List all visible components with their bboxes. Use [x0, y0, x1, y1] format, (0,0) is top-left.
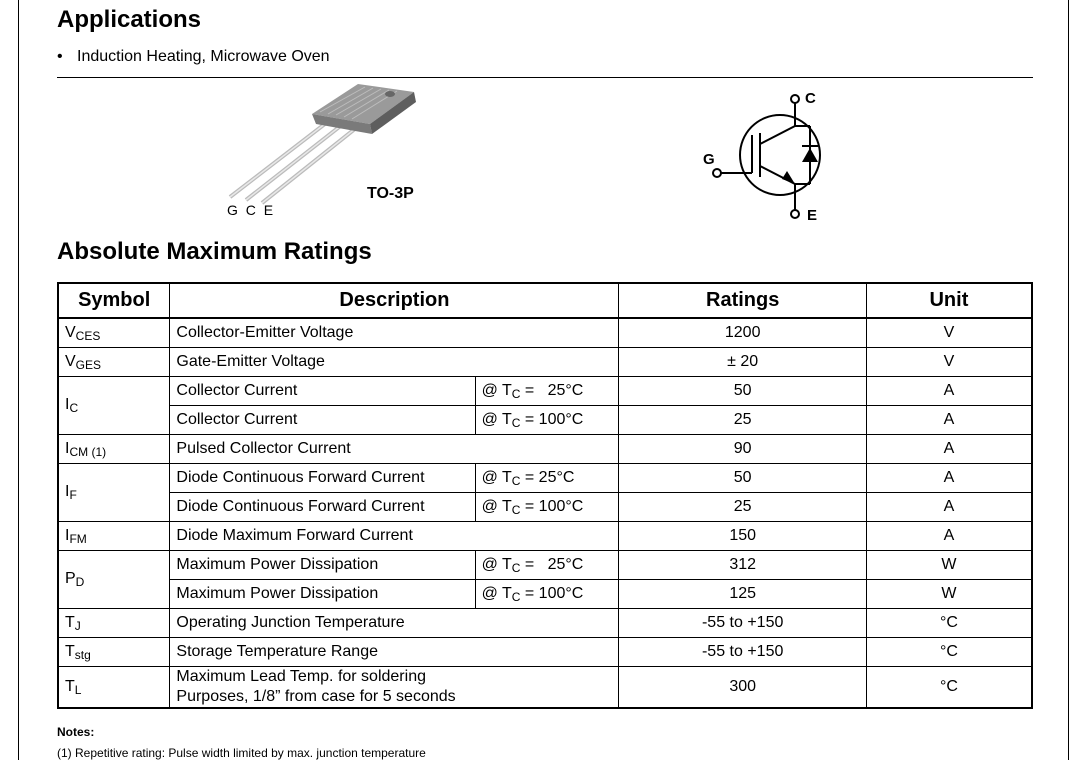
description-cell: Diode Continuous Forward Current [170, 464, 475, 493]
description-cell: Collector Current [170, 406, 475, 435]
description-cell: Pulsed Collector Current [170, 435, 619, 464]
table-row [58, 667, 1032, 709]
bullet-icon: • [57, 48, 63, 65]
header-ratings: Ratings [619, 283, 866, 318]
table-row [58, 318, 1032, 348]
unit-cell: °C [866, 609, 1032, 638]
description-cell: Diode Maximum Forward Current [170, 522, 619, 551]
unit-cell: °C [866, 638, 1032, 667]
rating-cell: 1200 [619, 318, 866, 348]
rating-cell: -55 to +150 [619, 609, 866, 638]
description-cell: Collector-Emitter Voltage [170, 318, 619, 348]
table-row [58, 406, 1032, 435]
table-row [58, 551, 1032, 580]
symbol-cell: $V_{CES}$ [58, 318, 170, 348]
applications-heading: Applications [57, 6, 202, 33]
description-cell: Maximum Power Dissipation [170, 551, 475, 580]
rating-cell: 312 [619, 551, 866, 580]
rating-cell: ± 20 [619, 348, 866, 377]
description-cell: Maximum Power Dissipation [170, 580, 475, 609]
symbol-cell: $V_{GES}$ [58, 348, 170, 377]
rating-cell: 25 [619, 493, 866, 522]
terminal-g-label: G [703, 151, 715, 168]
table-row [58, 580, 1032, 609]
description-cell: Operating Junction Temperature [170, 609, 619, 638]
table-row [58, 435, 1032, 464]
unit-cell: W [866, 580, 1032, 609]
table-header-row [58, 283, 1032, 318]
symbol-cell: $T_{stg}$ [58, 638, 170, 667]
header-symbol: Symbol [58, 283, 170, 318]
note-item: (1) Repetitive rating: Pulse width limited by max. junction temperature [57, 746, 426, 760]
notes-title: Notes: [57, 725, 95, 739]
package-name: TO-3P [367, 185, 414, 202]
table-row [58, 493, 1032, 522]
unit-cell: A [866, 522, 1032, 551]
table-row [58, 348, 1032, 377]
description-cell: Gate-Emitter Voltage [170, 348, 619, 377]
rating-cell: 125 [619, 580, 866, 609]
description-cell: Storage Temperature Range [170, 638, 619, 667]
rating-cell: -55 to +150 [619, 638, 866, 667]
table-row [58, 638, 1032, 667]
unit-cell: V [866, 348, 1032, 377]
terminal-e-label: E [807, 207, 818, 224]
unit-cell: A [866, 435, 1032, 464]
condition-cell: @ $T_C = 100^\circ C$ [475, 406, 619, 435]
header-unit: Unit [866, 283, 1032, 318]
ratings-heading: Absolute Maximum Ratings [57, 238, 372, 265]
condition-cell: @ $T_C = 100^\circ C$ [475, 580, 619, 609]
unit-cell: V [866, 318, 1032, 348]
condition-cell: @ $T_C = 100^\circ C$ [475, 493, 619, 522]
condition-cell: @ $T_C = 25^\circ C$ [475, 551, 619, 580]
rating-cell: 50 [619, 464, 866, 493]
absolute-maximum-ratings-table [57, 282, 1033, 709]
symbol-cell: $P_D$ [58, 551, 170, 609]
unit-cell: W [866, 551, 1032, 580]
symbol-cell: $I_F$ [58, 464, 170, 522]
applications-item-text: Induction Heating, Microwave Oven [77, 48, 330, 65]
unit-cell: A [866, 406, 1032, 435]
section-divider [57, 77, 1033, 78]
rating-cell: 25 [619, 406, 866, 435]
unit-cell: A [866, 493, 1032, 522]
symbol-cell: $T_J$ [58, 609, 170, 638]
symbol-cell: $T_L$ [58, 667, 170, 709]
symbol-cell: $I_{CM (1)}$ [58, 435, 170, 464]
rating-cell: 150 [619, 522, 866, 551]
unit-cell: A [866, 377, 1032, 406]
description-cell: Diode Continuous Forward Current [170, 493, 475, 522]
symbol-cell: $I_{FM}$ [58, 522, 170, 551]
package-pins: G C E [227, 202, 276, 218]
table-row [58, 522, 1032, 551]
terminal-c-label: C [805, 90, 816, 107]
condition-cell: @ $T_C = 25^\circ C$ [475, 464, 619, 493]
description-cell: Collector Current [170, 377, 475, 406]
applications-item [57, 48, 330, 66]
condition-cell: @ $T_C = 25^\circ C$ [475, 377, 619, 406]
table-row [58, 377, 1032, 406]
unit-cell: A [866, 464, 1032, 493]
header-description: Description [170, 283, 619, 318]
unit-cell: °C [866, 667, 1032, 709]
page-border-left [18, 0, 19, 760]
rating-cell: 90 [619, 435, 866, 464]
rating-cell: 300 [619, 667, 866, 709]
table-row [58, 609, 1032, 638]
symbol-cell: $I_C$ [58, 377, 170, 435]
rating-cell: 50 [619, 377, 866, 406]
description-cell: Maximum Lead Temp. for soldering Purposes, 1/8” from case for 5 seconds [170, 667, 619, 709]
table-row [58, 464, 1032, 493]
page-border-right [1068, 0, 1069, 760]
